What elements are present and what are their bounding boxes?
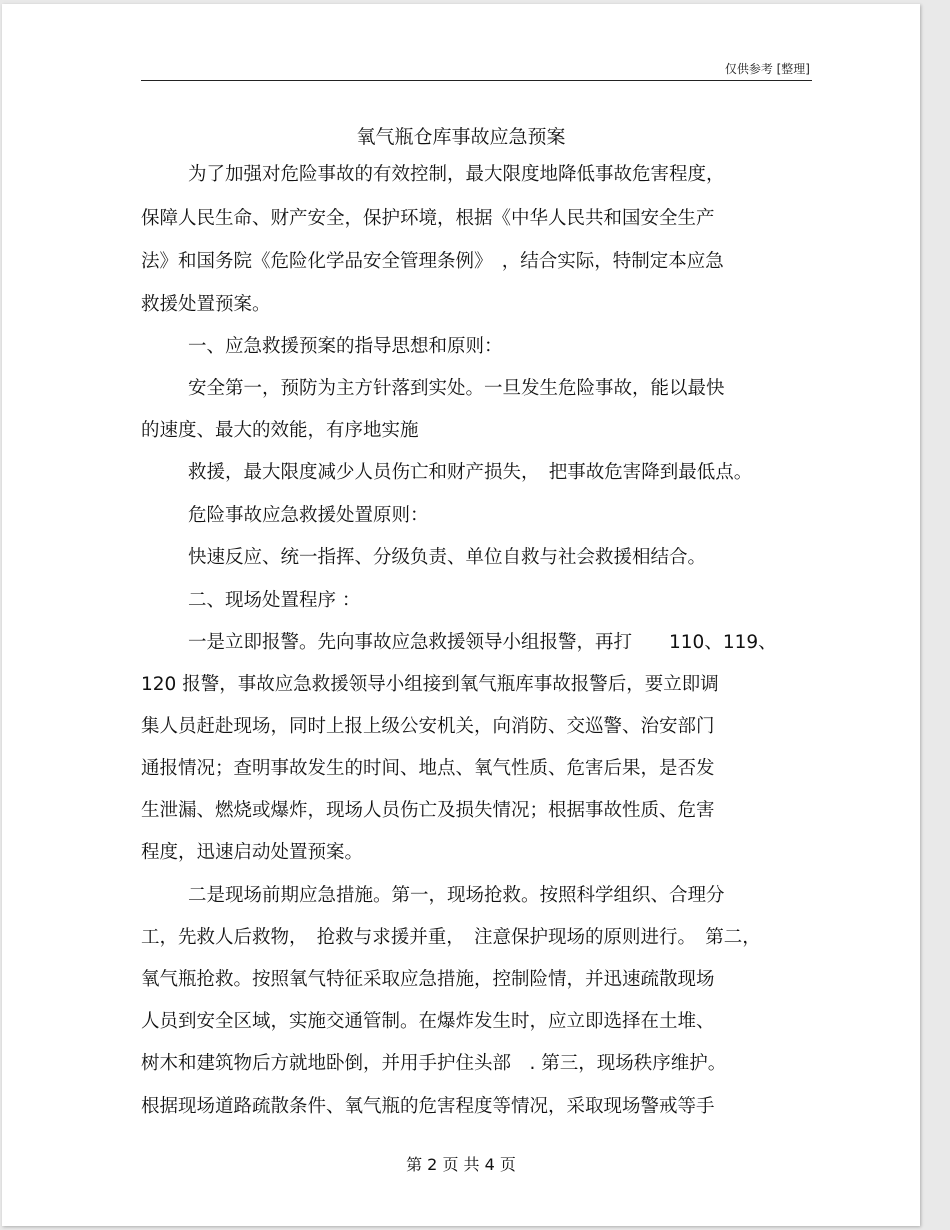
paragraph-line: 安全第一，预防为主方针落到实处。一旦发生危险事故，能以最快 bbox=[188, 378, 725, 399]
paragraph-line: 集人员赶赴现场，同时上报上级公安机关，向消防、交巡警、治安部门 bbox=[141, 716, 715, 737]
paragraph-line: 的速度、最大的效能，有序地实施 bbox=[141, 420, 419, 441]
paragraph-line: 一是立即报警。先向事故应急救援领导小组报警，再打 110、119、 bbox=[188, 632, 777, 653]
paragraph-line: 救援处置预案。 bbox=[141, 294, 271, 315]
page-number: 第 2 页 共 4 页 bbox=[406, 1155, 516, 1174]
document-page bbox=[2, 4, 920, 1226]
paragraph-line: 生泄漏、燃烧或爆炸，现场人员伤亡及损失情况；根据事故性质、危害 bbox=[141, 800, 715, 821]
paragraph-line: 人员到安全区域，实施交通管制。在爆炸发生时，应立即选择在土堆、 bbox=[141, 1011, 715, 1032]
paragraph-line: 120 报警，事故应急救援领导小组接到氧气瓶库事故报警后，要立即调 bbox=[141, 674, 719, 695]
paragraph-line: 工，先救人后救物， 抢救与求援并重， 注意保护现场的原则进行。 第二， bbox=[141, 927, 761, 948]
paragraph-line: 二是现场前期应急措施。第一，现场抢救。按照科学组织、合理分 bbox=[188, 885, 725, 906]
paragraph-line: 保障人民生命、财产安全，保护环境，根据《中华人民共和国安全生产 bbox=[141, 208, 715, 229]
paragraph-line: 氧气瓶抢救。按照氧气特征采取应急措施，控制险情，并迅速疏散现场 bbox=[141, 969, 715, 990]
document-title: 氧气瓶仓库事故应急预案 bbox=[356, 126, 566, 148]
paragraph-line: 程度，迅速启动处置预案。 bbox=[141, 842, 364, 863]
header-rule bbox=[141, 80, 812, 81]
header-note: 仅供参考 [整理] bbox=[724, 62, 810, 76]
paragraph-line: 根据现场道路疏散条件、氧气瓶的危害程度等情况，采取现场警戒等手 bbox=[141, 1096, 715, 1117]
paragraph-line: 为了加强对危险事故的有效控制，最大限度地降低事故危害程度， bbox=[188, 164, 725, 185]
paragraph-line: 救援，最大限度减少人员伤亡和财产损失， 把事故危害降到最低点。 bbox=[188, 462, 753, 483]
paragraph-line: 法》和国务院《危险化学品安全管理条例》 ，结合实际，特制定本应急 bbox=[141, 251, 724, 272]
paragraph-line: 快速反应、统一指挥、分级负责、单位自救与社会救援相结合。 bbox=[188, 547, 707, 568]
paragraph-line: 通报情况；查明事故发生的时间、地点、氧气性质、危害后果，是否发 bbox=[141, 758, 715, 779]
section-heading: 二、现场处置程序 ： bbox=[188, 590, 361, 611]
paragraph-line: 树木和建筑物后方就地卧倒，并用手护住头部 . 第三，现场秩序维护。 bbox=[141, 1053, 727, 1074]
paragraph-line: 危险事故应急救援处置原则： bbox=[188, 505, 429, 526]
section-heading: 一、应急救援预案的指导思想和原则： bbox=[188, 336, 503, 357]
